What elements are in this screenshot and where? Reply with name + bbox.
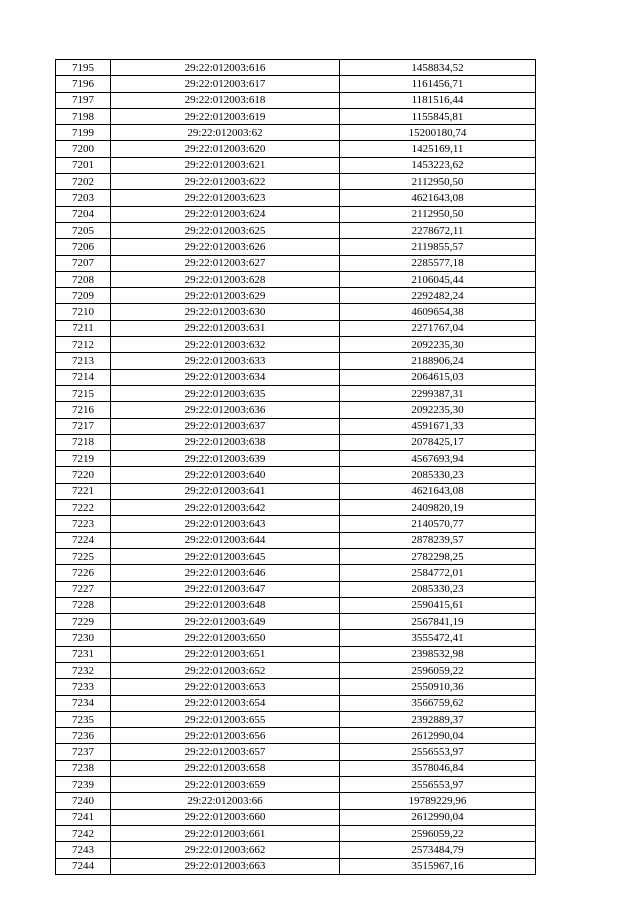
row-number-cell: 7224 [56,532,111,548]
cadastral-number-cell: 29:22:012003:643 [111,516,340,532]
cadastral-value-cell: 3578046,84 [340,760,536,776]
table-row [56,858,536,874]
cadastral-number-cell: 29:22:012003:627 [111,255,340,271]
table-row [56,369,536,385]
table-row [56,711,536,727]
cadastral-value-cell: 1458834,52 [340,60,536,76]
cadastral-value-cell: 2299387,31 [340,385,536,401]
table-row [56,141,536,157]
cadastral-number-cell: 29:22:012003:647 [111,581,340,597]
table-row [56,92,536,108]
table-row [56,793,536,809]
table-row [56,614,536,630]
row-number-cell: 7238 [56,760,111,776]
table-row [56,516,536,532]
cadastral-number-cell: 29:22:012003:634 [111,369,340,385]
cadastral-value-cell: 2092235,30 [340,402,536,418]
cadastral-number-cell: 29:22:012003:636 [111,402,340,418]
row-number-cell: 7230 [56,630,111,646]
cadastral-value-cell: 1155845,81 [340,108,536,124]
row-number-cell: 7196 [56,76,111,92]
cadastral-value-cell: 2140570,77 [340,516,536,532]
row-number-cell: 7237 [56,744,111,760]
cadastral-number-cell: 29:22:012003:660 [111,809,340,825]
row-number-cell: 7221 [56,483,111,499]
cadastral-value-cell: 19789229,96 [340,793,536,809]
cadastral-number-cell: 29:22:012003:630 [111,304,340,320]
cadastral-value-cell: 2567841,19 [340,614,536,630]
cadastral-value-cell: 2106045,44 [340,271,536,287]
cadastral-value-cell: 2556553,97 [340,744,536,760]
row-number-cell: 7222 [56,500,111,516]
table-body [56,60,536,875]
cadastral-number-cell: 29:22:012003:621 [111,157,340,173]
row-number-cell: 7233 [56,679,111,695]
table-row [56,271,536,287]
row-number-cell: 7200 [56,141,111,157]
cadastral-value-cell: 2292482,24 [340,288,536,304]
cadastral-value-cell: 2078425,17 [340,434,536,450]
cadastral-value-cell: 1161456,71 [340,76,536,92]
cadastral-number-cell: 29:22:012003:651 [111,646,340,662]
row-number-cell: 7197 [56,92,111,108]
cadastral-number-cell: 29:22:012003:652 [111,662,340,678]
cadastral-value-cell: 3566759,62 [340,695,536,711]
table-row [56,418,536,434]
cadastral-number-cell: 29:22:012003:661 [111,825,340,841]
cadastral-value-cell: 2409820,19 [340,500,536,516]
row-number-cell: 7203 [56,190,111,206]
row-number-cell: 7243 [56,842,111,858]
cadastral-value-cell: 2112950,50 [340,174,536,190]
row-number-cell: 7220 [56,467,111,483]
cadastral-value-cell: 2271767,04 [340,320,536,336]
cadastral-number-cell: 29:22:012003:653 [111,679,340,695]
row-number-cell: 7213 [56,353,111,369]
cadastral-number-cell: 29:22:012003:623 [111,190,340,206]
table-row [56,434,536,450]
row-number-cell: 7216 [56,402,111,418]
cadastral-number-cell: 29:22:012003:650 [111,630,340,646]
row-number-cell: 7239 [56,777,111,793]
table-row [56,190,536,206]
cadastral-value-cell: 2119855,57 [340,239,536,255]
cadastral-number-cell: 29:22:012003:633 [111,353,340,369]
cadastral-value-cell: 2278672,11 [340,222,536,238]
cadastral-number-cell: 29:22:012003:644 [111,532,340,548]
cadastral-value-cell: 2112950,50 [340,206,536,222]
cadastral-value-cell: 2085330,23 [340,581,536,597]
cadastral-number-cell: 29:22:012003:624 [111,206,340,222]
table-row [56,320,536,336]
table-row [56,548,536,564]
cadastral-number-cell: 29:22:012003:62 [111,125,340,141]
table-row [56,108,536,124]
table-row [56,304,536,320]
row-number-cell: 7218 [56,434,111,450]
table-row [56,76,536,92]
cadastral-value-cell: 4591671,33 [340,418,536,434]
table-row [56,157,536,173]
table-row [56,239,536,255]
row-number-cell: 7201 [56,157,111,173]
table-row [56,255,536,271]
cadastral-number-cell: 29:22:012003:637 [111,418,340,434]
table-row [56,646,536,662]
cadastral-value-cell: 4609654,38 [340,304,536,320]
cadastral-number-cell: 29:22:012003:640 [111,467,340,483]
table-row [56,662,536,678]
cadastral-number-cell: 29:22:012003:629 [111,288,340,304]
cadastral-number-cell: 29:22:012003:619 [111,108,340,124]
cadastral-number-cell: 29:22:012003:635 [111,385,340,401]
cadastral-value-cell: 4567693,94 [340,451,536,467]
row-number-cell: 7210 [56,304,111,320]
cadastral-value-cell: 3555472,41 [340,630,536,646]
cadastral-value-cell: 2064615,03 [340,369,536,385]
cadastral-number-cell: 29:22:012003:625 [111,222,340,238]
cadastral-number-cell: 29:22:012003:642 [111,500,340,516]
cadastral-value-cell: 2590415,61 [340,597,536,613]
cadastral-value-cell: 4621643,08 [340,483,536,499]
cadastral-value-cell: 2596059,22 [340,825,536,841]
table-row [56,467,536,483]
cadastral-value-cell: 3515967,16 [340,858,536,874]
row-number-cell: 7227 [56,581,111,597]
cadastral-value-cell: 2556553,97 [340,777,536,793]
cadastral-value-cell: 2398532,98 [340,646,536,662]
cadastral-number-cell: 29:22:012003:626 [111,239,340,255]
cadastral-value-cell: 2092235,30 [340,337,536,353]
cadastral-value-cell: 4621643,08 [340,190,536,206]
table-row [56,222,536,238]
row-number-cell: 7206 [56,239,111,255]
table-row [56,825,536,841]
cadastral-value-cell: 2392889,37 [340,711,536,727]
table-row [56,728,536,744]
cadastral-value-cell: 2878239,57 [340,532,536,548]
row-number-cell: 7228 [56,597,111,613]
row-number-cell: 7205 [56,222,111,238]
row-number-cell: 7223 [56,516,111,532]
row-number-cell: 7229 [56,614,111,630]
row-number-cell: 7207 [56,255,111,271]
row-number-cell: 7241 [56,809,111,825]
cadastral-value-cell: 1453223,62 [340,157,536,173]
row-number-cell: 7231 [56,646,111,662]
row-number-cell: 7244 [56,858,111,874]
row-number-cell: 7235 [56,711,111,727]
cadastral-number-cell: 29:22:012003:66 [111,793,340,809]
cadastral-number-cell: 29:22:012003:658 [111,760,340,776]
row-number-cell: 7234 [56,695,111,711]
row-number-cell: 7212 [56,337,111,353]
cadastral-value-cell: 2612990,04 [340,809,536,825]
table-row [56,777,536,793]
table-row [56,597,536,613]
row-number-cell: 7199 [56,125,111,141]
cadastral-number-cell: 29:22:012003:616 [111,60,340,76]
table-row [56,532,536,548]
cadastral-number-cell: 29:22:012003:628 [111,271,340,287]
table-row [56,679,536,695]
cadastral-number-cell: 29:22:012003:656 [111,728,340,744]
cadastral-value-cell: 2573484,79 [340,842,536,858]
cadastral-number-cell: 29:22:012003:657 [111,744,340,760]
row-number-cell: 7242 [56,825,111,841]
cadastral-value-cell: 2285577,18 [340,255,536,271]
table-row [56,206,536,222]
cadastral-number-cell: 29:22:012003:638 [111,434,340,450]
table-row [56,174,536,190]
cadastral-number-cell: 29:22:012003:663 [111,858,340,874]
row-number-cell: 7195 [56,60,111,76]
cadastral-number-cell: 29:22:012003:649 [111,614,340,630]
table-row [56,744,536,760]
table-row [56,842,536,858]
cadastral-value-cell: 15200180,74 [340,125,536,141]
cadastral-value-cell: 2188906,24 [340,353,536,369]
table-row [56,695,536,711]
cadastral-number-cell: 29:22:012003:618 [111,92,340,108]
table-row [56,630,536,646]
table-row [56,337,536,353]
row-number-cell: 7240 [56,793,111,809]
row-number-cell: 7232 [56,662,111,678]
cadastral-number-cell: 29:22:012003:646 [111,565,340,581]
table-row [56,385,536,401]
cadastral-number-cell: 29:22:012003:632 [111,337,340,353]
row-number-cell: 7225 [56,548,111,564]
cadastral-value-cell: 2596059,22 [340,662,536,678]
cadastral-number-cell: 29:22:012003:641 [111,483,340,499]
table-row [56,125,536,141]
table-row [56,451,536,467]
cadastral-number-cell: 29:22:012003:655 [111,711,340,727]
row-number-cell: 7208 [56,271,111,287]
cadastral-value-cell: 2550910,36 [340,679,536,695]
row-number-cell: 7215 [56,385,111,401]
table-row [56,565,536,581]
row-number-cell: 7226 [56,565,111,581]
table-row [56,353,536,369]
cadastral-number-cell: 29:22:012003:620 [111,141,340,157]
table-row [56,809,536,825]
row-number-cell: 7236 [56,728,111,744]
table-row [56,483,536,499]
cadastral-value-cell: 2085330,23 [340,467,536,483]
cadastral-value-cell: 2782298,25 [340,548,536,564]
cadastral-number-cell: 29:22:012003:659 [111,777,340,793]
cadastral-value-cell: 1181516,44 [340,92,536,108]
cadastral-number-cell: 29:22:012003:645 [111,548,340,564]
cadastral-value-cell: 2584772,01 [340,565,536,581]
cadastral-number-cell: 29:22:012003:648 [111,597,340,613]
cadastral-value-table [55,59,536,875]
table-row [56,500,536,516]
row-number-cell: 7198 [56,108,111,124]
row-number-cell: 7219 [56,451,111,467]
cadastral-value-cell: 2612990,04 [340,728,536,744]
cadastral-number-cell: 29:22:012003:662 [111,842,340,858]
row-number-cell: 7217 [56,418,111,434]
cadastral-number-cell: 29:22:012003:622 [111,174,340,190]
table-row [56,60,536,76]
cadastral-number-cell: 29:22:012003:631 [111,320,340,336]
row-number-cell: 7202 [56,174,111,190]
cadastral-number-cell: 29:22:012003:639 [111,451,340,467]
cadastral-number-cell: 29:22:012003:617 [111,76,340,92]
table-row [56,402,536,418]
row-number-cell: 7204 [56,206,111,222]
row-number-cell: 7214 [56,369,111,385]
cadastral-value-cell: 1425169,11 [340,141,536,157]
row-number-cell: 7211 [56,320,111,336]
cadastral-number-cell: 29:22:012003:654 [111,695,340,711]
table-row [56,760,536,776]
table-row [56,288,536,304]
table-row [56,581,536,597]
row-number-cell: 7209 [56,288,111,304]
